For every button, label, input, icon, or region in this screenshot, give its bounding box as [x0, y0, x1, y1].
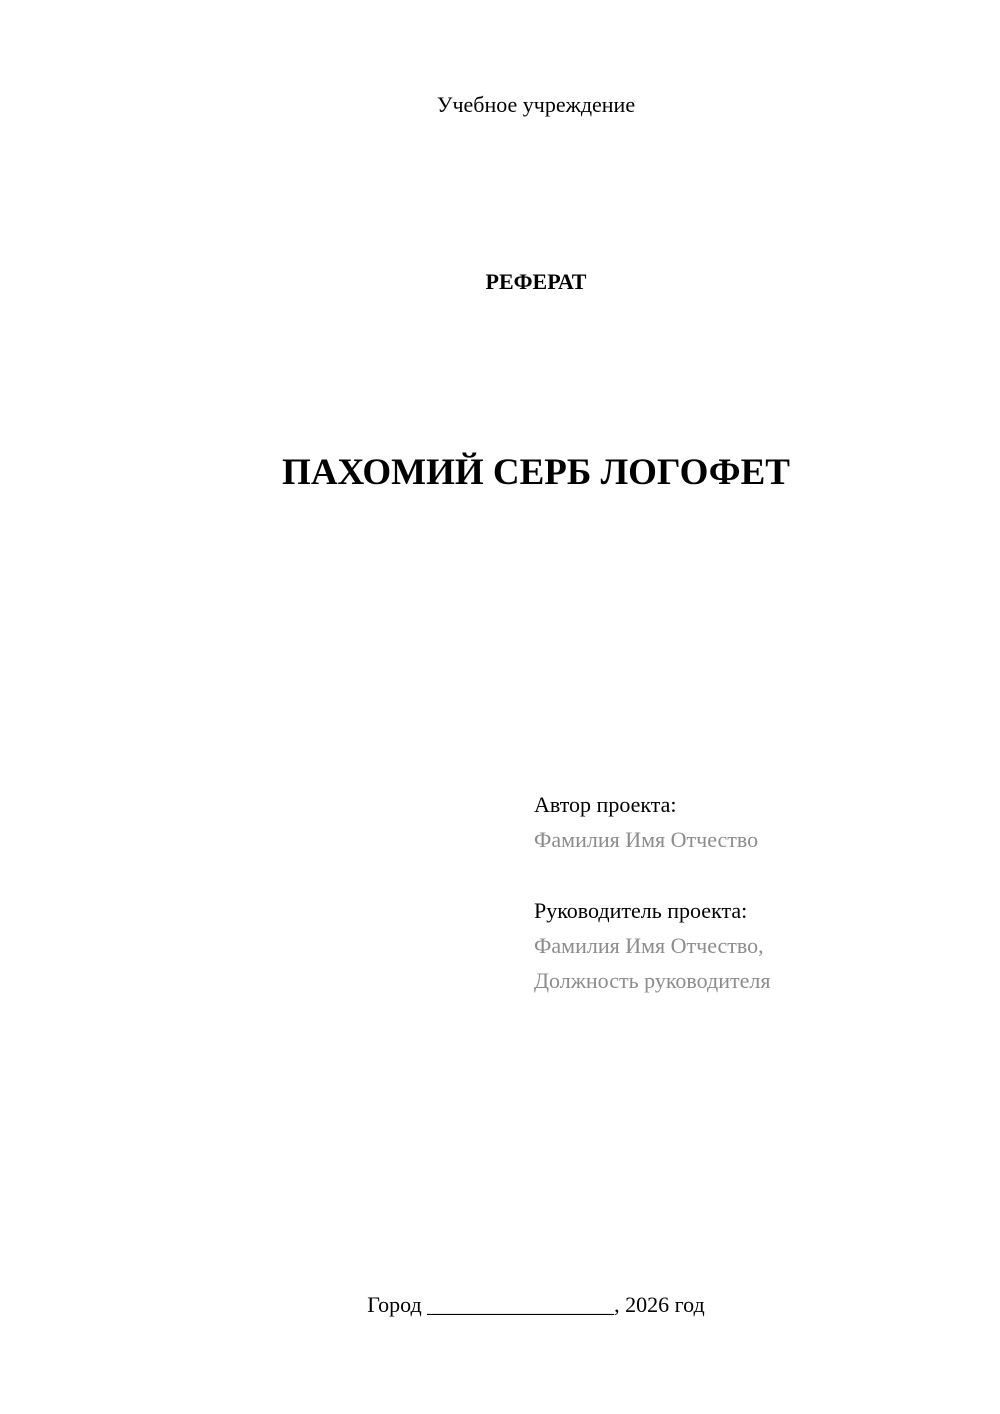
author-label: Автор проекта:: [534, 792, 677, 817]
supervisor-name: Фамилия Имя Отчество,: [534, 933, 764, 958]
document-title: ПАХОМИЙ СЕРБ ЛОГОФЕТ: [282, 452, 790, 493]
document-type: РЕФЕРАТ: [485, 269, 587, 294]
supervisor-position: Должность руководителя: [534, 968, 771, 993]
authors-block: [534, 787, 964, 998]
authors-spacer: [534, 857, 964, 893]
city-year-footer: Город _________________, 2026 год: [367, 1292, 705, 1317]
supervisor-label: Руководитель проекта:: [534, 898, 748, 923]
institution-name: Учебное учреждение: [436, 92, 636, 117]
author-name: Фамилия Имя Отчество: [534, 827, 759, 852]
